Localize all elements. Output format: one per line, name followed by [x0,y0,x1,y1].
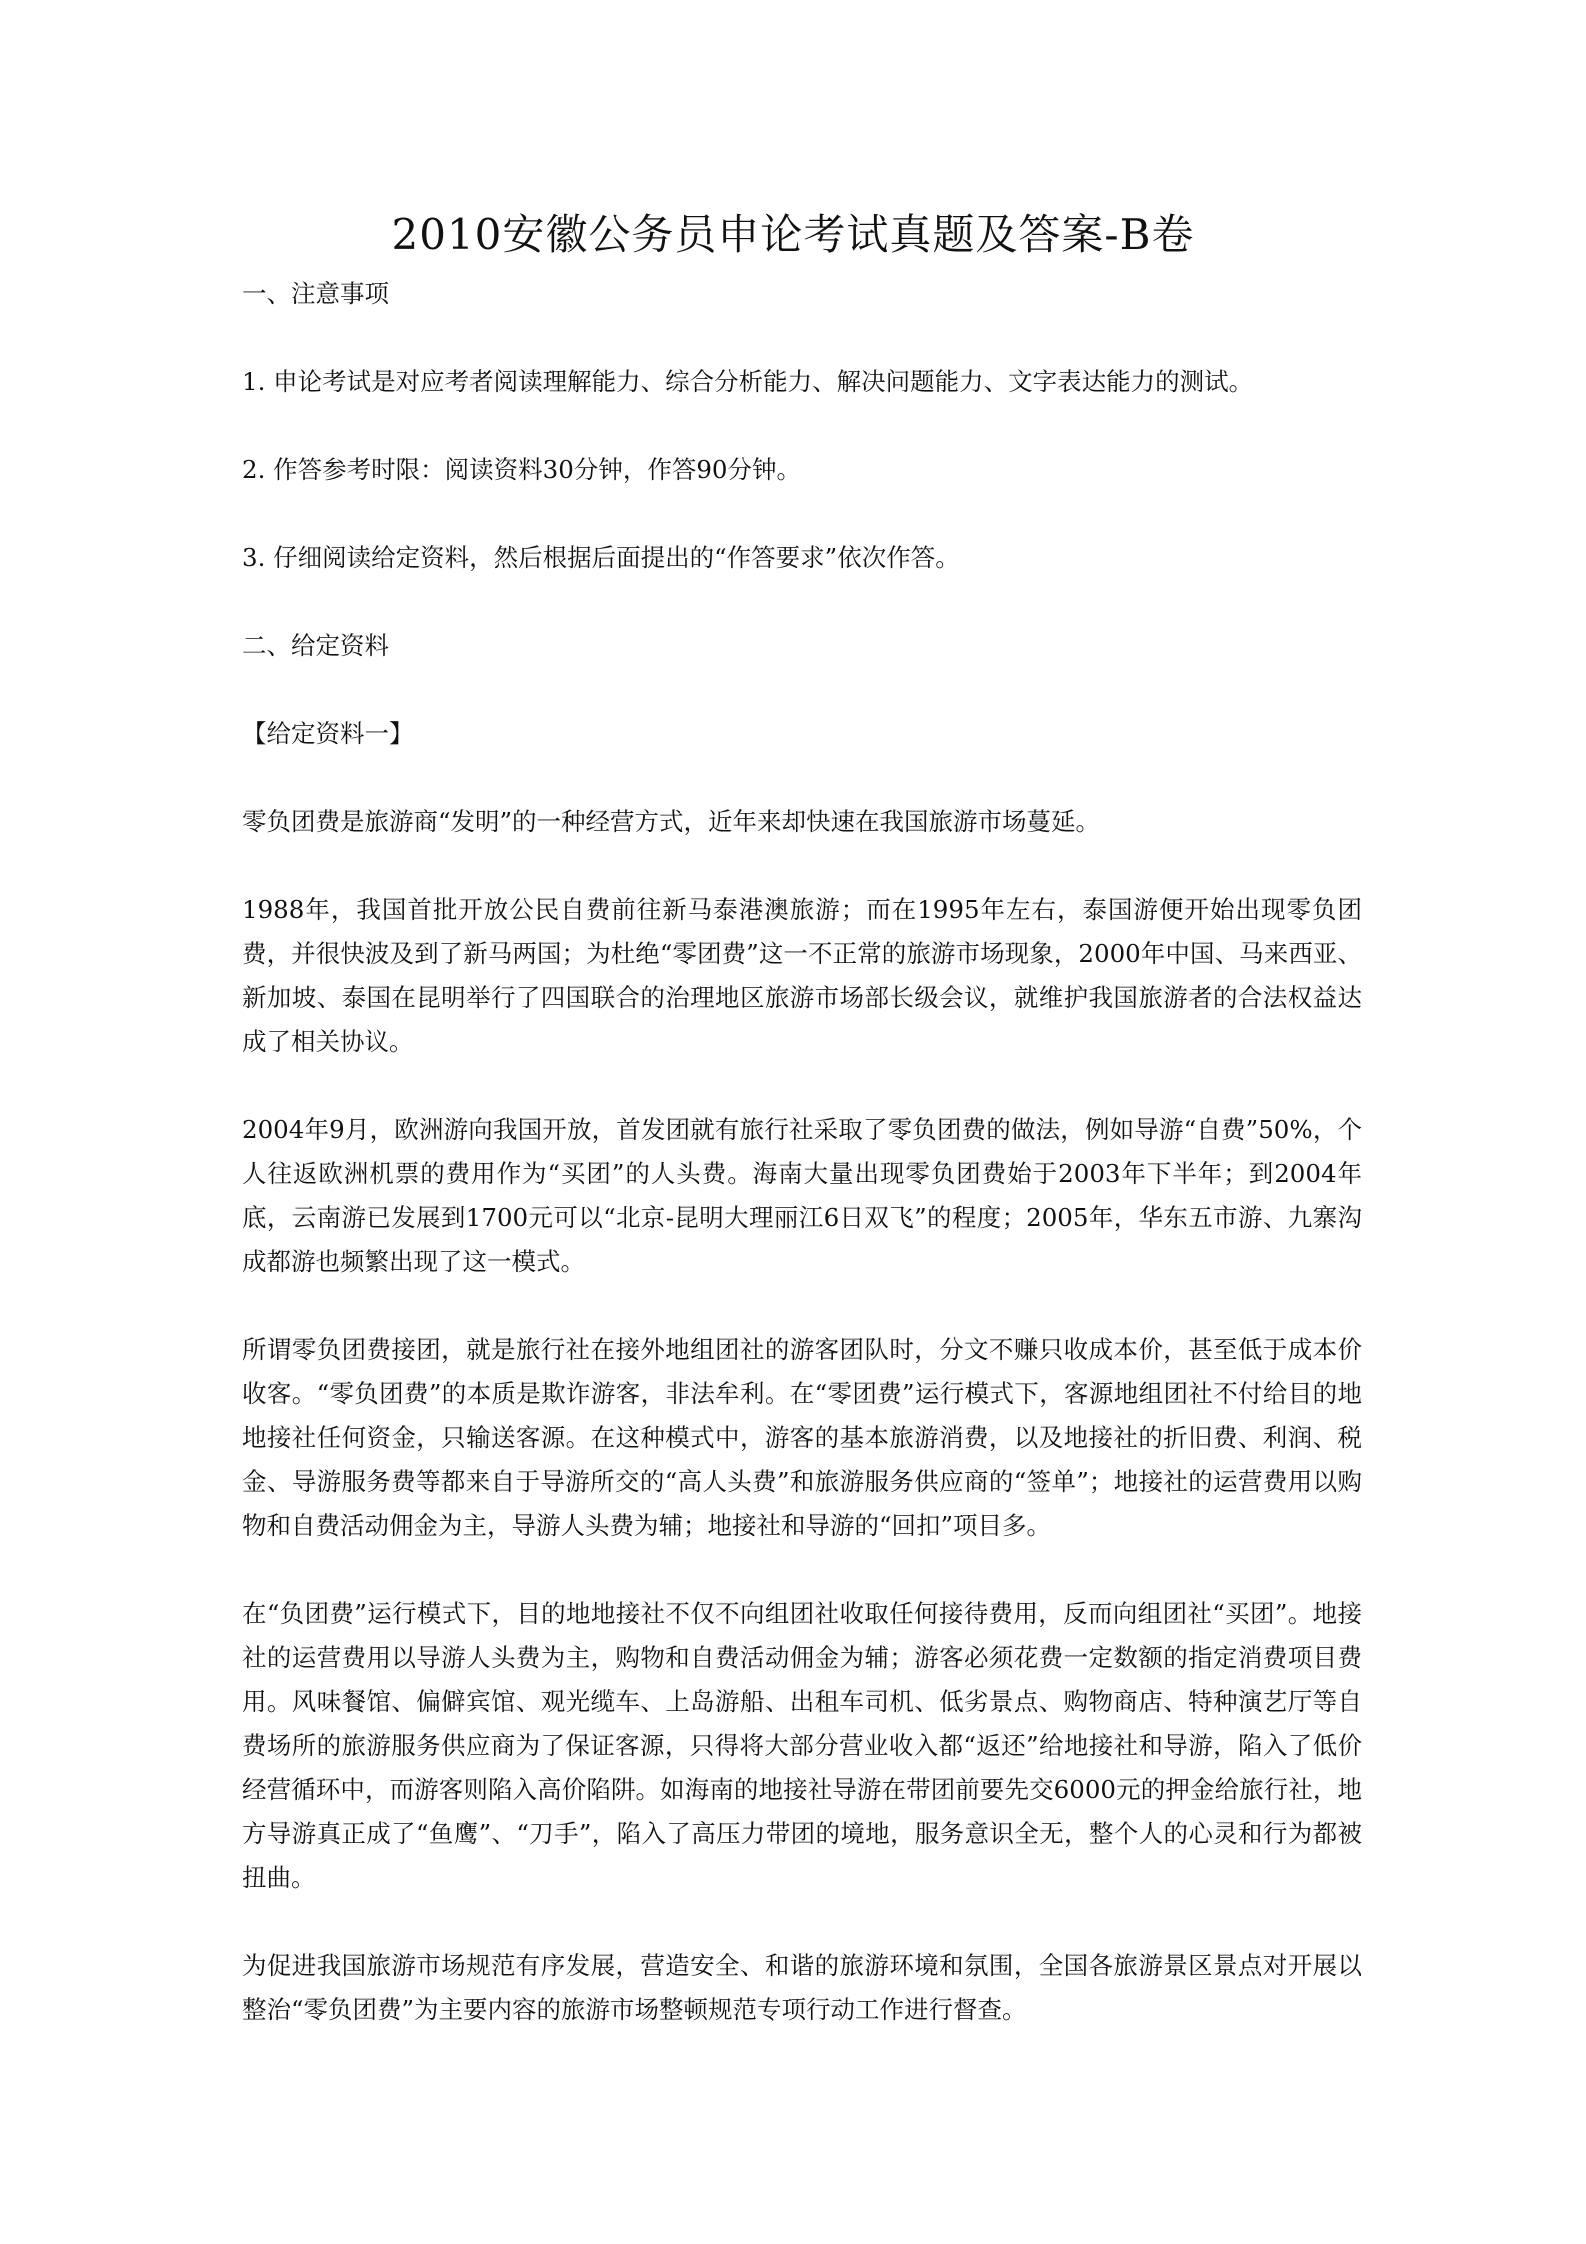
material-paragraph: 1988年，我国首批开放公民自费前往新马泰港澳旅游；而在1995年左右，泰国游便开始出现零负团费，并很快波及到了新马两国；为杜绝“零团费”这一不正常的旅游市场现象，2000年中国、马来西亚、新加坡、泰国在昆明举行了四国联合的治理地区旅游市场部长级会议，就维护我国旅游者的合法权益达成了相关协议。 [242,895,1362,1056]
material-heading: 【给定资料一】 [242,719,414,748]
note-item: 2. 作答参考时限：阅读资料30分钟，作答90分钟。 [242,455,802,484]
material-paragraph: 零负团费是旅游商“发明”的一种经营方式，近年来却快速在我国旅游市场蔓延。 [242,807,1101,836]
material-paragraph: 2004年9月，欧洲游向我国开放，首发团就有旅行社采取了零负团费的做法，例如导游“自费”50%，个人往返欧洲机票的费用作为“买团”的人头费。海南大量出现零负团费始于2003年下半年；到2004年底，云南游已发展到1700元可以“北京-昆明大理丽江6日双飞”的程度；2005年，华东五市游、九寨沟成都游也频繁出现了这一模式。 [242,1115,1362,1276]
material-paragraph: 所谓零负团费接团，就是旅行社在接外地组团社的游客团队时，分文不赚只收成本价，甚至低于成本价收客。“零负团费”的本质是欺诈游客，非法牟利。在“零团费”运行模式下，客源地组团社不付给目的地地接社任何资金，只输送客源。在这种模式中，游客的基本旅游消费，以及地接社的折旧费、利润、税金、导游服务费等都来自于导游所交的“高人头费”和旅游服务供应商的“签单”；地接社的运营费用以购物和自费活动佣金为主，导游人头费为辅；地接社和导游的“回扣”项目多。 [242,1335,1362,1540]
section-heading-notes: 一、注意事项 [242,279,389,308]
document-title: 2010安徽公务员申论考试真题及答案-B卷 [391,210,1195,259]
note-item: 3. 仔细阅读给定资料，然后根据后面提出的“作答要求”依次作答。 [242,543,960,572]
note-item: 1. 申论考试是对应考者阅读理解能力、综合分析能力、解决问题能力、文字表达能力的测试。 [242,367,1254,396]
material-paragraph: 为促进我国旅游市场规范有序发展，营造安全、和谐的旅游环境和氛围，全国各旅游景区景点对开展以整治“零负团费”为主要内容的旅游市场整顿规范专项行动工作进行督查。 [242,1951,1362,2024]
document-body [242,272,1362,2076]
section-heading-materials: 二、给定资料 [242,631,389,660]
material-paragraph: 在“负团费”运行模式下，目的地地接社不仅不向组团社收取任何接待费用，反而向组团社“买团”。地接社的运营费用以导游人头费为主，购物和自费活动佣金为辅；游客必须花费一定数额的指定消费项目费用。风味餐馆、偏僻宾馆、观光缆车、上岛游船、出租车司机、低劣景点、购物商店、特种演艺厅等自费场所的旅游服务供应商为了保证客源，只得将大部分营业收入都“返还”给地接社和导游，陷入了低价经营循环中，而游客则陷入高价陷阱。如海南的地接社导游在带团前要先交6000元的押金给旅行社，地方导游真正成了“鱼鹰”、“刀手”，陷入了高压力带团的境地，服务意识全无，整个人的心灵和行为都被扭曲。 [242,1599,1362,1892]
